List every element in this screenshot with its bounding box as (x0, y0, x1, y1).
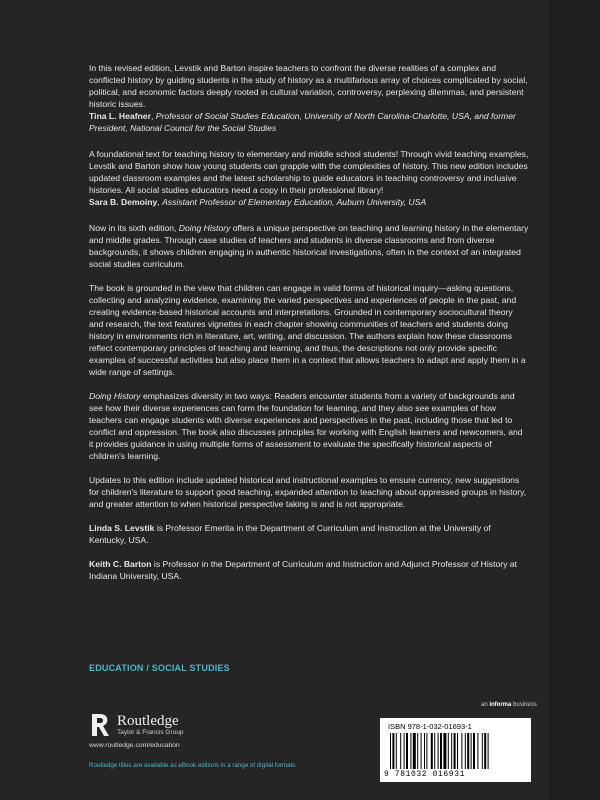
endorsement-2-role: Assistant Professor of Elementary Education, Auburn University, USA (162, 197, 427, 207)
publisher-logo (89, 712, 183, 738)
book-title-inline-2: Doing History (89, 391, 141, 401)
isbn-barcode (380, 718, 531, 782)
informa-brand: informa (489, 702, 512, 708)
p5-rest: emphasizes diversity in two ways: Readers encounter students from a variety of backgrounds and see how their diverse experiences can form the foundation for learning, and they also see examples of how teachers can engage students with diverse experiences and perspectives in the past, including those that led to conflict and oppression. The book also discusses principles for working with English learners and newcomers, and it provides guidance in using multiple forms of assessment to evaluate the specifically historical aspects of children's learning. (89, 391, 523, 461)
author-1-bio: is Professor Emerita in the Department of Curriculum and Instruction at the University of Kentucky, USA. (89, 523, 491, 545)
subject-category: EDUCATION / SOCIAL STUDIES (89, 663, 230, 673)
endorsement-2: A foundational text for teaching history to elementary and middle school students! Through vivid teaching examples, Levstik and Barton show how young students can grapple with the complexities of history. This new edition includes updated classroom examples and the latest scholarship to guide educators in teaching controversy and inclusive histories. All social studies educators need a copy in their professional library! Sara B. Demoiny, Assistant Professor of Elementary Education, Auburn University, USA (89, 149, 529, 207)
informa-suffix: business (511, 702, 537, 708)
informa-prefix: an (481, 702, 490, 708)
book-title-inline: Doing History (178, 223, 231, 233)
isbn-number: ISBN 978-1-032-01693-1 (388, 722, 472, 731)
back-cover-text (89, 62, 529, 594)
description-paragraph-1 (89, 222, 529, 270)
endorsement-1-text: In this revised edition, Levstik and Barton inspire teachers to confront the diverse realities of a complex and conflicted history by guiding students in the study of history as a multifarious array of choices complicated by social, political, and economic factors deeply rooted in cultural variation, controversy, perplexing dilemmas, and persistent historic issues. (89, 63, 528, 109)
author-bio-2 (89, 558, 529, 582)
routledge-logo-icon (89, 712, 111, 738)
endorsement-2-name: Sara B. Demoiny (89, 197, 158, 207)
description-paragraph-2: The book is grounded in the view that children can engage in valid forms of historical inquiry—asking questions, collecting and analyzing evidence, examining the varied perspectives and experiences of people in the past, and creating evidence-based historical accounts and interpretations. Grounded in contemporary sociocultural theory and research, the text features vignettes in each chapter showing communities of teachers and students doing history in environments rich in literature, art, writing, and discussion. The authors explain how these classrooms reflect contemporary principles of teaching and learning, and thus, the descriptions not only provide specific examples of successful activities but also place them in a context that allows teachers to adapt and apply them in a wide range of settings. (89, 283, 526, 377)
ebook-note: Routledge titles are available as eBook editions in a range of digital formats (89, 762, 296, 769)
informa-business-label (481, 702, 537, 708)
publisher-website: www.routledge.com/education (89, 742, 180, 749)
author-2-name: Keith C. Barton (89, 559, 152, 569)
endorsement-1-role: Professor of Social Studies Education, University of North Carolina-Charlotte, USA, and former President, National Council for the Social Studies (89, 111, 516, 133)
endorsement-1: In this revised edition, Levstik and Barton inspire teachers to confront the diverse realities of a complex and conflicted history by guiding students in the study of history as a multifarious array of choices complicated by social, political, and economic factors deeply rooted in cultural variation, controversy, perplexing dilemmas, and persistent historic issues. Tina L. Heafner, Professor of Social Studies Education, University of North Carolina-Charlotte, USA, and former President, National Council for the Social Studies (89, 63, 528, 133)
spine-edge (549, 0, 600, 800)
barcode-digits: 9 781032 016931 (384, 770, 466, 779)
endorsement-2-text: A foundational text for teaching history to elementary and middle school students! Through vivid teaching examples, Levstik and Barton show how young students can grapple with the complexities of history. This new edition includes updated classroom examples and the latest scholarship to guide educators in teaching controversy and inclusive histories. All social studies educators need a copy in their professional library! (89, 149, 529, 195)
description-paragraph-3 (89, 390, 529, 462)
endorsement-1-name: Tina L. Heafner (89, 111, 151, 121)
publisher-name: Routledge (117, 712, 179, 729)
p3-intro: Now in its sixth edition, (89, 223, 179, 233)
author-bio-1 (89, 522, 529, 546)
publisher-subtitle: Taylor & Francis Group (117, 728, 184, 736)
barcode-bars (388, 733, 524, 771)
p3-rest: offers a unique perspective on teaching and learning history in the elementary and middle grades. Through case studies of teachers and students in diverse classrooms and from diverse backgrounds, it shows children engaging in authentic historical investigations, often in the context of an integrated social studies curriculum. (89, 223, 529, 269)
author-2-bio: is Professor in the Department of Curriculum and Instruction and Adjunct Professor of History at Indiana University, USA. (89, 559, 517, 581)
author-1-name: Linda S. Levstik (89, 523, 155, 533)
description-paragraph-4: Updates to this edition include updated historical and instructional examples to ensure currency, new suggestions for children's literature to support good teaching, expanded attention to teaching about oppressed groups in history, and greater attention to when historical perspective taking is and is not appropriate. (89, 475, 527, 509)
